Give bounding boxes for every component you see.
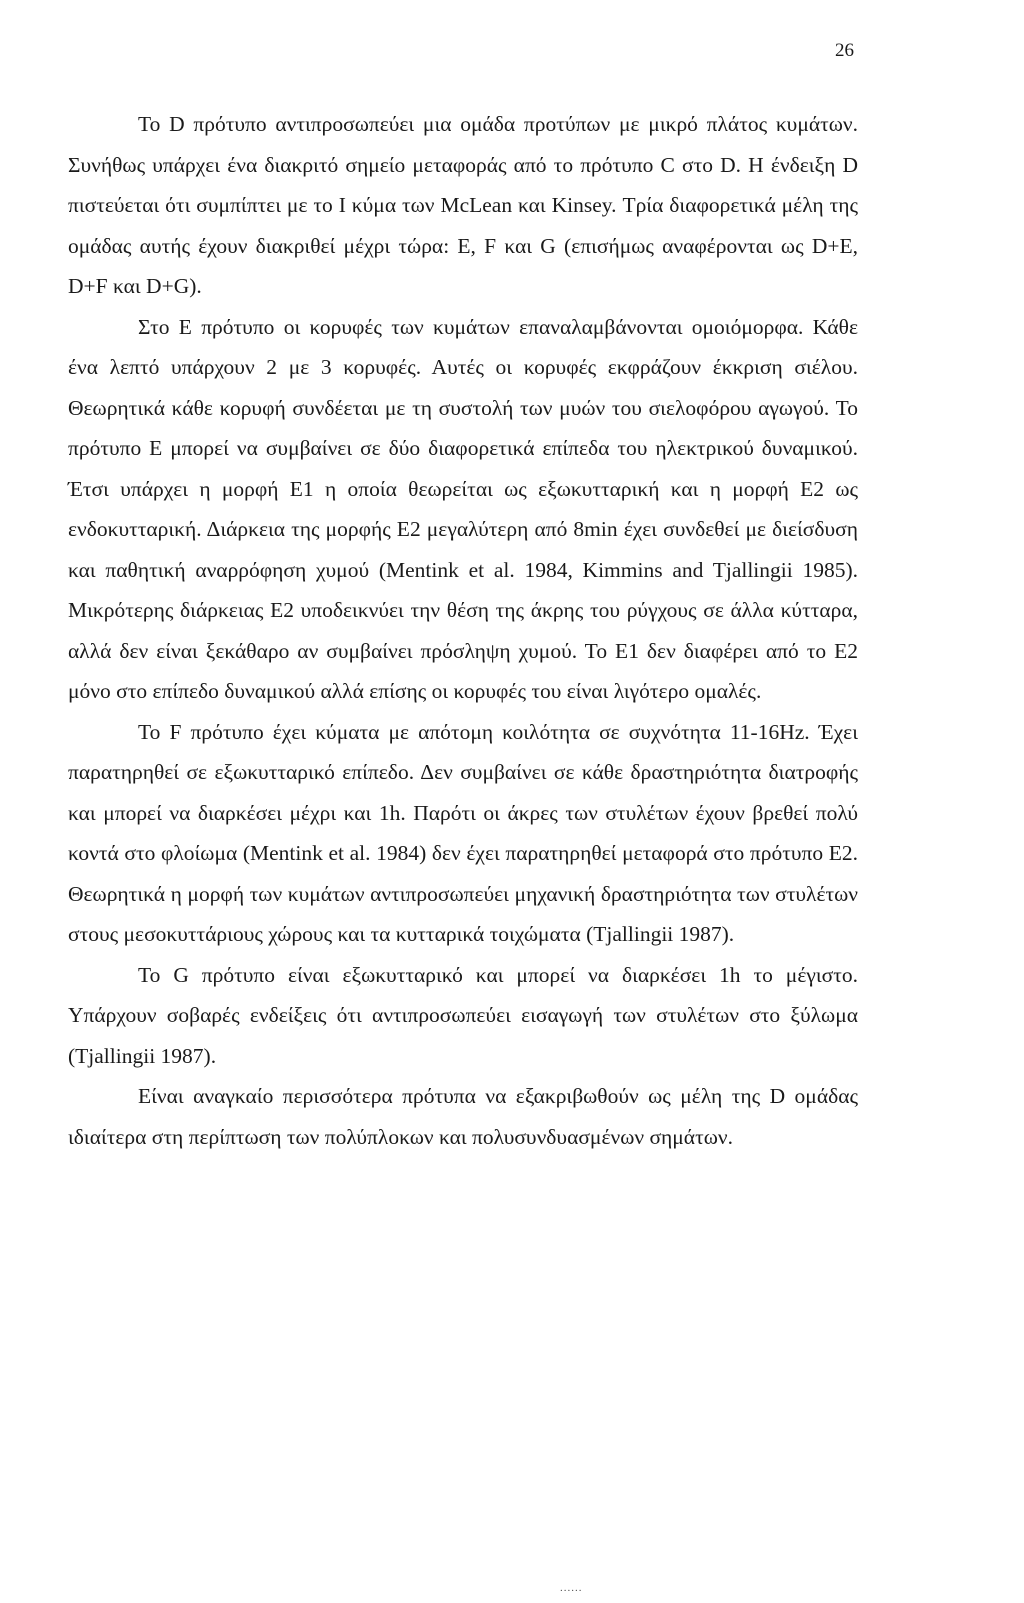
- paragraph-conclusion: Είναι αναγκαίο περισσότερα πρότυπα να εξακριβωθούν ως μέλη της D ομάδας ιδιαίτερα στη περίπτωση των πολύπλοκων και πολυσυνδυασμένων σημάτων.: [68, 1084, 858, 1149]
- paragraph-f-pattern: Το F πρότυπο έχει κύματα με απότομη κοιλότητα σε συχνότητα 11-16Hz. Έχει παρατηρηθεί σε εξωκυτταρικό επίπεδο. Δεν συμβαίνει σε κάθε δραστηριότητα διατροφής και μπορεί να διαρκέσει μέχρι και 1h. Παρότι οι άκρες των στυλέτων έχουν βρεθεί πολύ κοντά στο φλοίωμα (Mentink et al. 1984) δεν έχει παρατηρηθεί μεταφορά στο πρότυπο E2. Θεωρητικά η μορφή των κυμάτων αντιπροσωπεύει μηχανική δραστηριότητα των στυλέτων στους μεσοκυττάριους χώρους και τα κυτταρικά τοιχώματα (Tjallingii 1987).: [68, 719, 858, 946]
- paragraph-e-pattern: Στο E πρότυπο οι κορυφές των κυμάτων επαναλαμβάνονται ομοιόμορφα. Κάθε ένα λεπτό υπάρχουν 2 με 3 κορυφές. Αυτές οι κορυφές εκφράζουν έκκριση σιέλου. Θεωρητικά κάθε κορυφή συνδέεται με τη συστολή των μυών του σιελοφόρου αγωγού. Το πρότυπο E μπορεί να συμβαίνει σε δύο διαφορετικά επίπεδα του ηλεκτρικού δυναμικού. Έτσι υπάρχει η μορφή E1 η οποία θεωρείται ως εξωκυτταρική και η μορφή E2 ως ενδοκυτταρική. Διάρκεια της μορφής E2 μεγαλύτερη από 8min έχει συνδεθεί με διείσδυση και παθητική αναρρόφηση χυμού (Mentink et al. 1984, Kimmins and Tjallingii 1985). Μικρότερης διάρκειας E2 υποδεικνύει την θέση της άκρης του ρύγχους σε άλλα κύτταρα, αλλά δεν είναι ξεκάθαρο αν συμβαίνει πρόσληψη χυμού. Το E1 δεν διαφέρει από το E2 μόνο στο επίπεδο δυναμικού αλλά επίσης οι κορυφές του είναι λιγότερο ομαλές.: [68, 314, 858, 703]
- page-number: 26: [835, 40, 854, 61]
- footer-mark: ......: [560, 1582, 583, 1594]
- paragraph-g-pattern: Το G πρότυπο είναι εξωκυτταρικό και μπορεί να διαρκέσει 1h το μέγιστο. Υπάρχουν σοβαρές ενδείξεις ότι αντιπροσωπεύει εισαγωγή των στυλέτων στο ξύλωμα (Tjallingii 1987).: [68, 962, 858, 1068]
- document-body: [68, 104, 858, 1157]
- paragraph-d-pattern: Το D πρότυπο αντιπροσωπεύει μια ομάδα προτύπων με μικρό πλάτος κυμάτων. Συνήθως υπάρχει ένα διακριτό σημείο μεταφοράς από το πρότυπο C στο D. Η ένδειξη D πιστεύεται ότι συμπίπτει με το I κύμα των McLean και Kinsey. Τρία διαφορετικά μέλη της ομάδας αυτής έχουν διακριθεί μέχρι τώρα: E, F και G (επισήμως αναφέρονται ως D+E, D+F και D+G).: [68, 112, 858, 298]
